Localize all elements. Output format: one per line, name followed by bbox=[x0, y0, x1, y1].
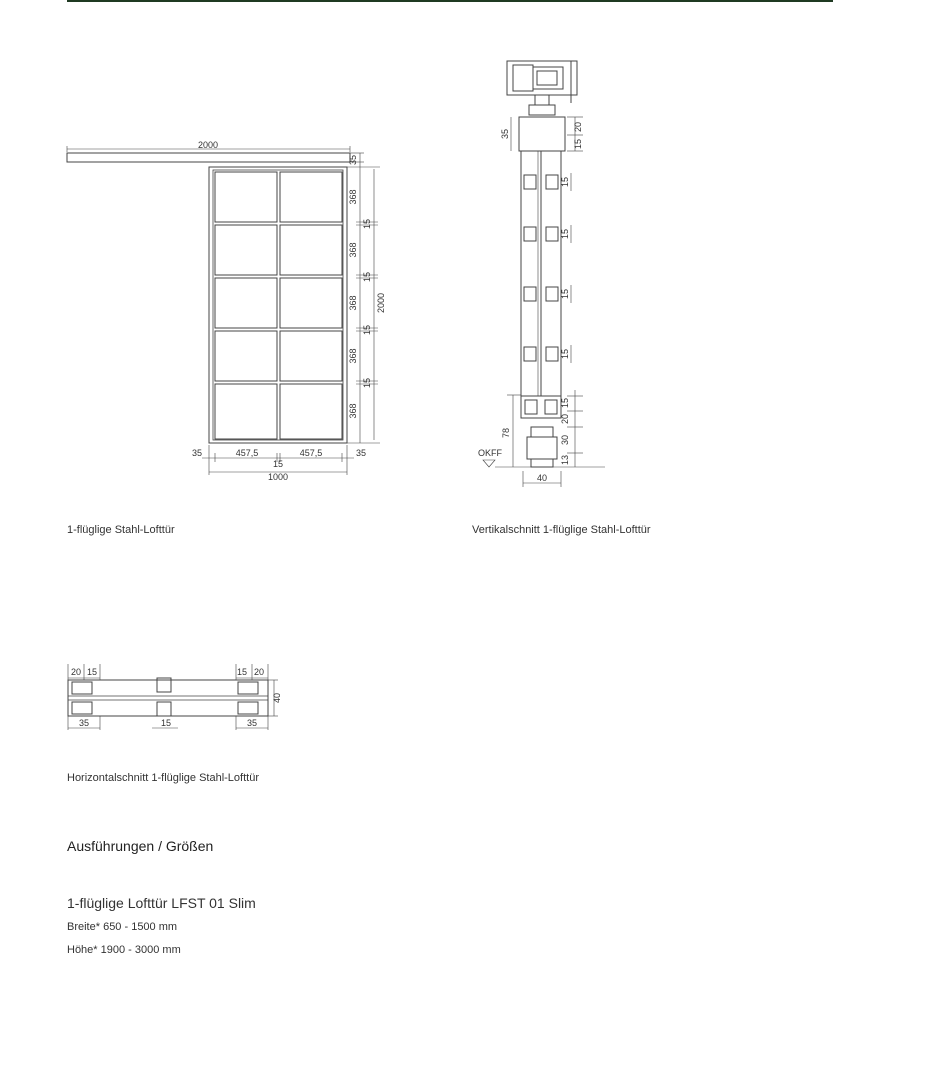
front-view-drawing bbox=[62, 135, 392, 490]
hdim-20-right: 20 bbox=[253, 667, 265, 677]
hdim-35-left: 35 bbox=[78, 718, 90, 728]
vdim-13: 13 bbox=[560, 454, 570, 466]
dim-divider-3: 15 bbox=[362, 324, 372, 336]
hdim-15-left: 15 bbox=[86, 667, 98, 677]
front-view-caption: 1-flüglige Stahl-Lofttür bbox=[67, 524, 175, 536]
vertical-section-caption: Vertikalschnitt 1-flüglige Stahl-Lofttür bbox=[472, 524, 651, 536]
dim-divider-2: 15 bbox=[362, 271, 372, 283]
vdim-35: 35 bbox=[500, 128, 510, 140]
dim-frame-right: 35 bbox=[355, 448, 367, 458]
dim-frame-left: 35 bbox=[191, 448, 203, 458]
product-title: 1-flüglige Lofttür LFST 01 Slim bbox=[67, 895, 256, 911]
dim-rail-width: 2000 bbox=[197, 140, 219, 150]
dim-rail-height: 35 bbox=[348, 154, 358, 166]
section-title: Ausführungen / Größen bbox=[67, 838, 214, 854]
vertical-section-drawing bbox=[475, 55, 610, 490]
vdim-20-bottom: 20 bbox=[560, 413, 570, 425]
dim-total-height: 2000 bbox=[376, 292, 386, 314]
dim-panel-3: 368 bbox=[348, 295, 358, 311]
height-spec: Höhe* 1900 - 3000 mm bbox=[67, 944, 181, 956]
horizontal-section-drawing bbox=[62, 660, 287, 735]
vdim-15-bottom: 15 bbox=[560, 397, 570, 409]
hdim-35-right: 35 bbox=[246, 718, 258, 728]
hdim-15-right: 15 bbox=[236, 667, 248, 677]
dim-total-width: 1000 bbox=[267, 472, 289, 482]
horizontal-section-caption: Horizontalschnitt 1-flüglige Stahl-Lofttür bbox=[67, 772, 259, 784]
hdim-20-left: 20 bbox=[70, 667, 82, 677]
vdim-15-1: 15 bbox=[560, 176, 570, 188]
dim-half-right: 457,5 bbox=[299, 448, 323, 458]
hdim-40: 40 bbox=[272, 692, 282, 704]
top-divider-line bbox=[67, 0, 833, 2]
dim-panel-1: 368 bbox=[348, 189, 358, 205]
vdim-30: 30 bbox=[560, 434, 570, 446]
vdim-40: 40 bbox=[536, 473, 548, 483]
vdim-78: 78 bbox=[501, 427, 511, 439]
dim-panel-2: 368 bbox=[348, 242, 358, 258]
vdim-15-3: 15 bbox=[560, 288, 570, 300]
dim-panel-4: 368 bbox=[348, 348, 358, 364]
hdim-15-center: 15 bbox=[160, 718, 172, 728]
dim-half-left: 457,5 bbox=[235, 448, 259, 458]
vdim-15-top: 15 bbox=[573, 138, 583, 150]
vdim-okff: OKFF bbox=[478, 448, 502, 458]
vdim-15-2: 15 bbox=[560, 228, 570, 240]
vdim-15-4: 15 bbox=[560, 348, 570, 360]
dim-panel-5: 368 bbox=[348, 403, 358, 419]
dim-divider-4: 15 bbox=[362, 377, 372, 389]
width-spec: Breite* 650 - 1500 mm bbox=[67, 921, 178, 933]
dim-center-bar: 15 bbox=[272, 459, 284, 469]
dim-divider-1: 15 bbox=[362, 218, 372, 230]
vdim-20-top: 20 bbox=[573, 121, 583, 133]
